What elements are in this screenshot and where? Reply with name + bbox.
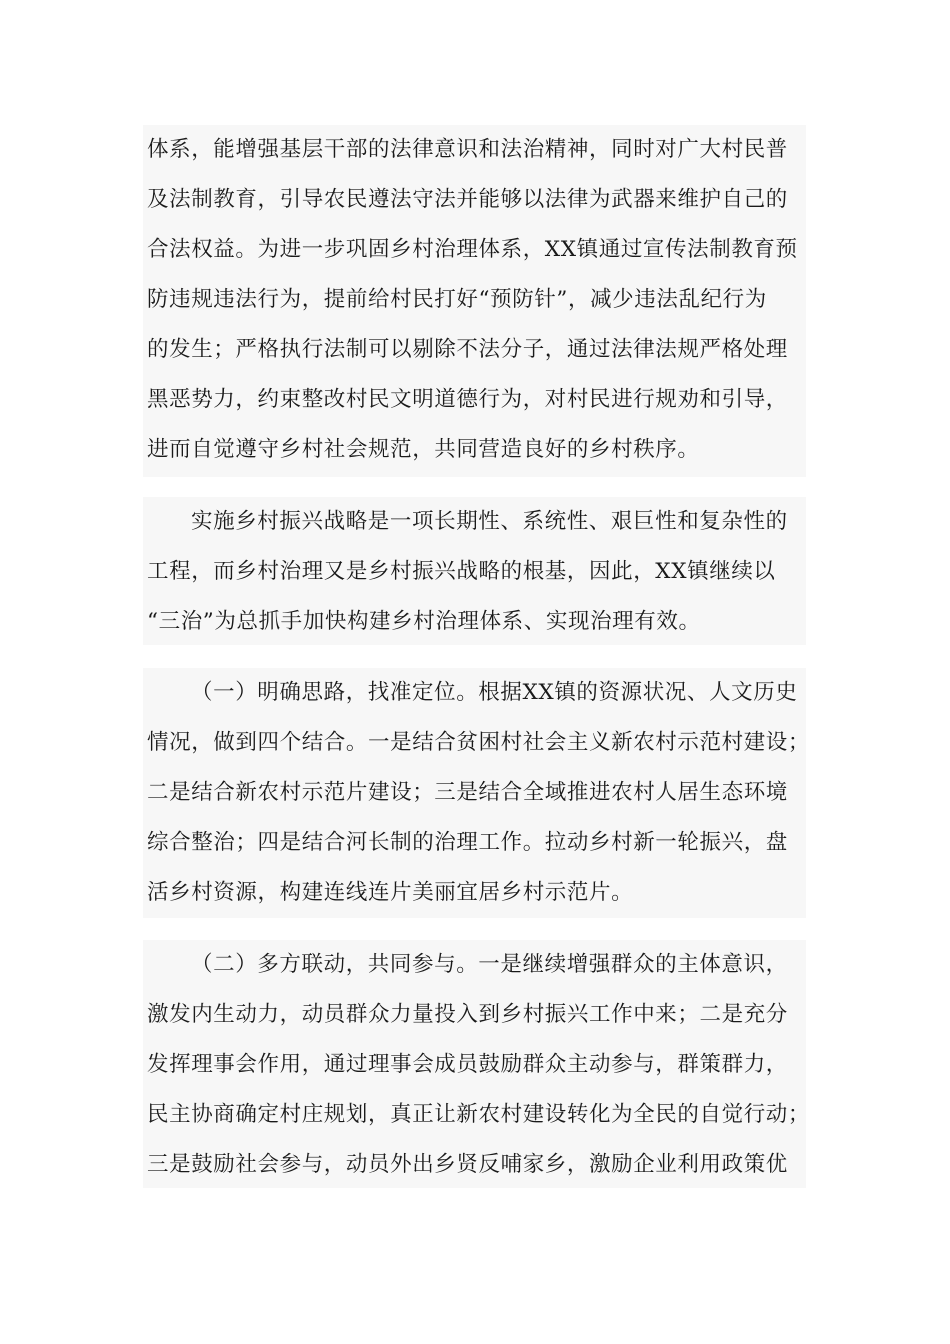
- text-line: 情况，做到四个结合。一是结合贫困村社会主义新农村示范村建设；: [147, 730, 811, 755]
- text-line: 活乡村资源，构建连线连片美丽宜居乡村示范片。: [147, 880, 634, 905]
- text-line: 民主协商确定村庄规划，真正让新农村建设转化为全民的自觉行动；: [147, 1102, 811, 1127]
- text-line: 进而自觉遵守乡村社会规范，共同营造良好的乡村秩序。: [147, 437, 700, 462]
- text-line: 发挥理事会作用，通过理事会成员鼓励群众主动参与，群策群力，: [147, 1052, 788, 1077]
- text-line: 及法制教育，引导农民遵法守法并能够以法律为武器来维护自己的: [147, 187, 788, 212]
- text-line: （二）多方联动，共同参与。一是继续增强群众的主体意识，: [191, 952, 788, 977]
- text-line: 黑恶势力，约束整改村民文明道德行为，对村民进行规劝和引导，: [147, 387, 788, 412]
- text-line: “三治”为总抓手加快构建乡村治理体系、实现治理有效。: [147, 609, 701, 634]
- text-line: 综合整治；四是结合河长制的治理工作。拉动乡村新一轮振兴，盘: [147, 830, 788, 855]
- text-line: 合法权益。为进一步巩固乡村治理体系，XX镇通过宣传法制教育预: [147, 237, 798, 262]
- text-line: 二是结合新农村示范片建设；三是结合全域推进农村人居生态环境: [147, 780, 788, 805]
- text-line: 三是鼓励社会参与，动员外出乡贤反哺家乡，激励企业利用政策优: [147, 1152, 788, 1177]
- text-line: 体系，能增强基层干部的法律意识和法治精神，同时对广大村民普: [147, 137, 788, 162]
- text-line: 的发生；严格执行法制可以剔除不法分子，通过法律法规严格处理: [147, 337, 788, 362]
- text-line: 防违规违法行为，提前给村民打好“预防针”，减少违法乱纪行为: [147, 287, 767, 312]
- text-line: 工程，而乡村治理又是乡村振兴战略的根基，因此，XX镇继续以: [147, 559, 776, 584]
- text-line: （一）明确思路，找准定位。根据XX镇的资源状况、人文历史: [191, 680, 798, 705]
- text-line: 激发内生动力，动员群众力量投入到乡村振兴工作中来；二是充分: [147, 1002, 788, 1027]
- text-line: 实施乡村振兴战略是一项长期性、系统性、艰巨性和复杂性的: [191, 509, 788, 534]
